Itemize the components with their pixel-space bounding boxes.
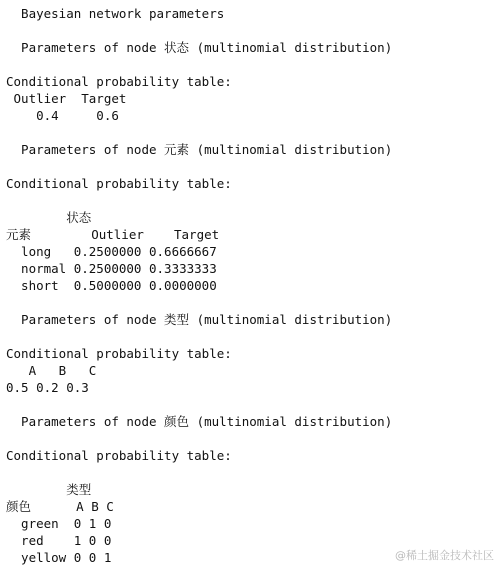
- node3-header: Parameters of node 类型 (multinomial distribution): [6, 312, 393, 327]
- output-title: Bayesian network parameters: [6, 6, 225, 21]
- node3-cpt-header-row: A B C: [6, 363, 97, 378]
- node2-row-variable-header: 元素 Outlier Target: [6, 227, 220, 242]
- node4-cpt-title: Conditional probability table:: [6, 448, 232, 463]
- node4-row-red: red 1 0 0: [6, 533, 112, 548]
- node1-cpt-header-row: Outlier Target: [6, 91, 127, 106]
- node2-row-long: long 0.2500000 0.6666667: [6, 244, 217, 259]
- node3-cpt-title: Conditional probability table:: [6, 346, 232, 361]
- node2-cpt-title: Conditional probability table:: [6, 176, 232, 191]
- node4-column-variable: 类型: [6, 482, 92, 497]
- node2-header: Parameters of node 元素 (multinomial distribution): [6, 142, 393, 157]
- node1-cpt-value-row: 0.4 0.6: [6, 108, 119, 123]
- node1-cpt-title: Conditional probability table:: [6, 74, 232, 89]
- node4-header: Parameters of node 颜色 (multinomial distribution): [6, 414, 393, 429]
- node2-row-normal: normal 0.2500000 0.3333333: [6, 261, 217, 276]
- node3-cpt-value-row: 0.5 0.2 0.3: [6, 380, 89, 395]
- node2-column-variable: 状态: [6, 210, 92, 225]
- node2-row-short: short 0.5000000 0.0000000: [6, 278, 217, 293]
- node4-row-yellow: yellow 0 0 1: [6, 550, 112, 565]
- node4-row-variable-header: 颜色 A B C: [6, 499, 114, 514]
- watermark: @稀土掘金技术社区: [395, 549, 494, 562]
- node1-header: Parameters of node 状态 (multinomial distribution): [6, 40, 393, 55]
- node4-row-green: green 0 1 0: [6, 516, 112, 531]
